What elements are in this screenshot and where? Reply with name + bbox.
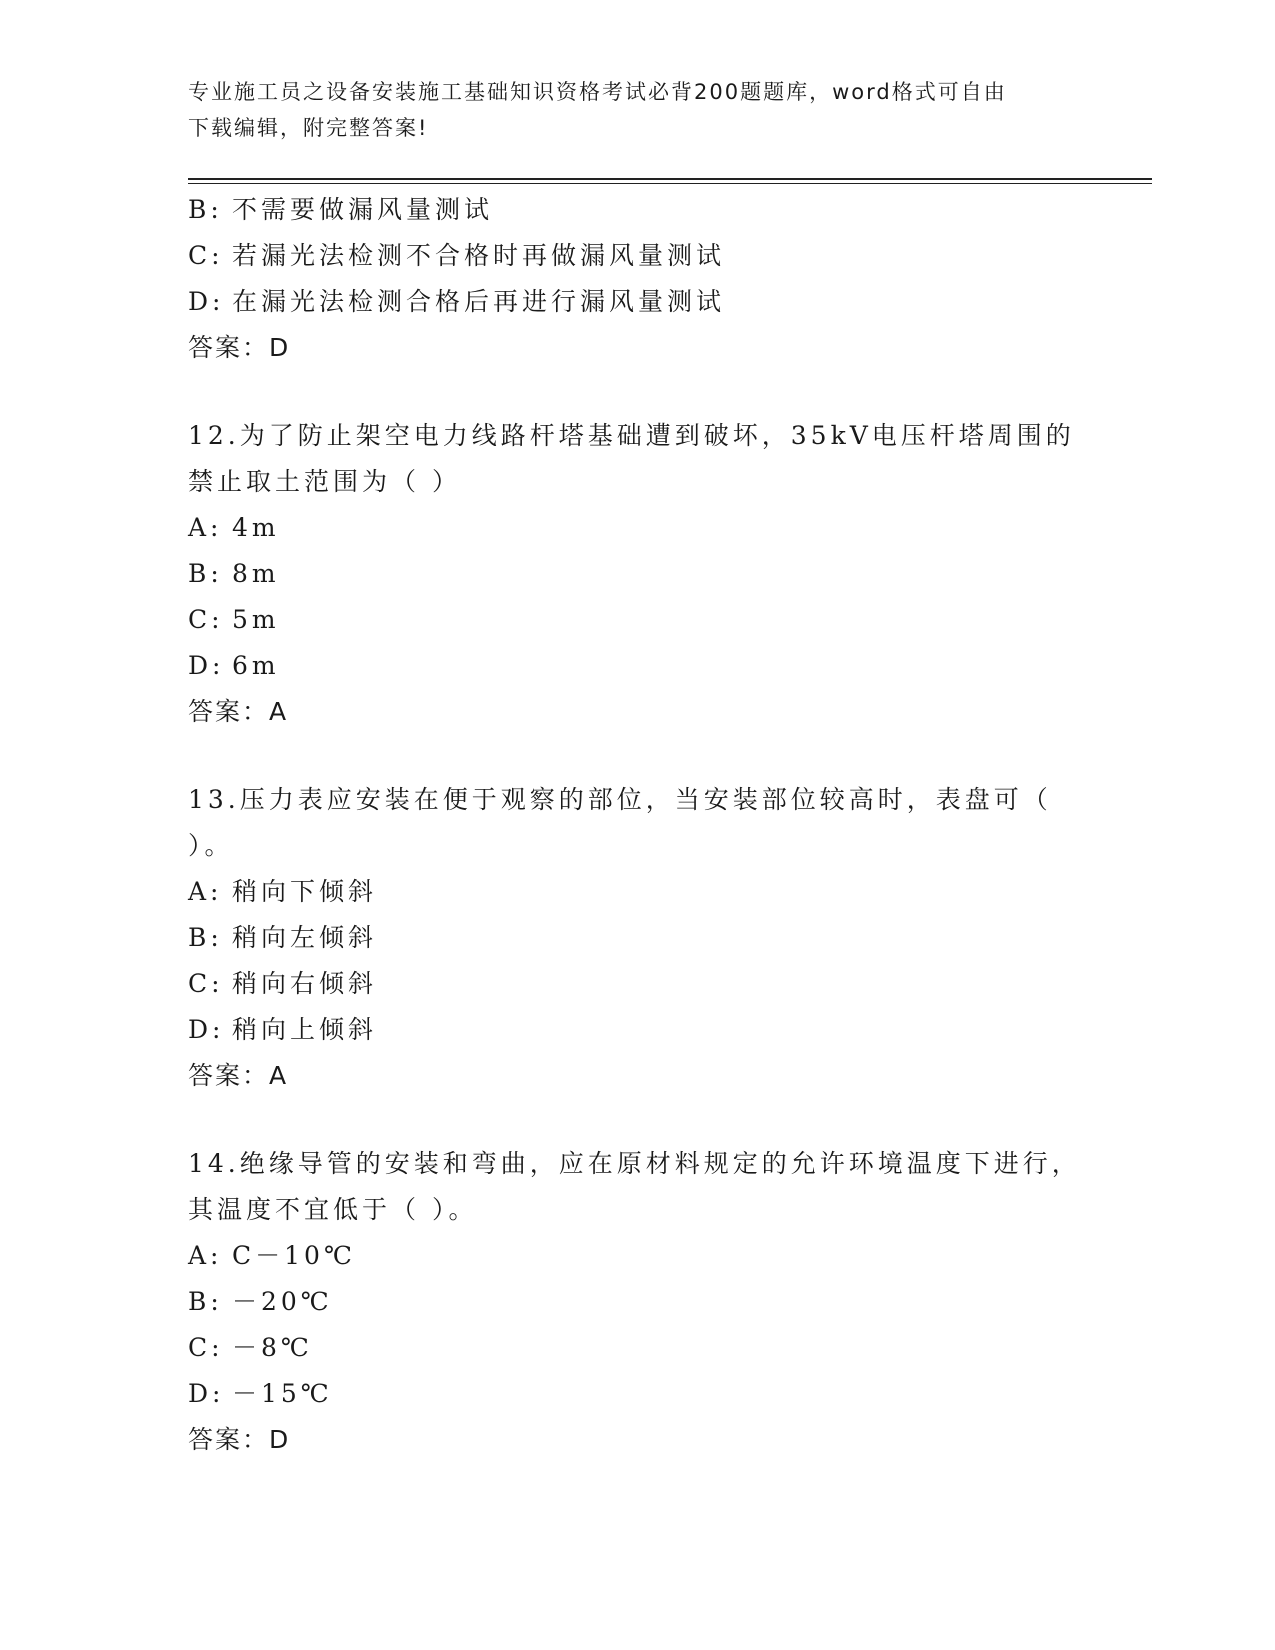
option-letter: D:: [188, 651, 225, 680]
option-letter: D:: [188, 1015, 225, 1044]
question-list: [188, 187, 1088, 1463]
option-text: 4m: [232, 513, 280, 542]
header-line-1: 专业施工员之设备安装施工基础知识资格考试必背200题题库，word格式可自由: [188, 80, 1007, 104]
option-c: [188, 961, 1088, 1007]
option-text: 稍向左倾斜: [232, 923, 378, 952]
option-letter: B:: [188, 559, 223, 588]
option-letter: D:: [188, 1379, 225, 1408]
option-c: [188, 1325, 1088, 1371]
option-c: [188, 233, 1088, 279]
option-b: [188, 915, 1088, 961]
spacer: [188, 1099, 1088, 1141]
option-b: [188, 187, 1088, 233]
option-b: [188, 551, 1088, 597]
option-text: 稍向右倾斜: [232, 969, 378, 998]
option-d: [188, 279, 1088, 325]
option-text: －20℃: [232, 1287, 333, 1316]
option-letter: C:: [188, 969, 224, 998]
question-11-tail: [188, 187, 1088, 371]
question-12: [188, 413, 1088, 735]
document-header: [188, 74, 1088, 146]
option-a: [188, 869, 1088, 915]
question-text: 14.绝缘导管的安装和弯曲，应在原材料规定的允许环境温度下进行，其温度不宜低于（ ）。: [188, 1149, 1081, 1224]
option-letter: C:: [188, 1333, 224, 1362]
option-text: 6m: [232, 651, 280, 680]
answer-line: 答案：A: [188, 1061, 289, 1090]
spacer: [188, 735, 1088, 777]
option-d: [188, 1007, 1088, 1053]
option-a: [188, 1233, 1088, 1279]
option-text: 5m: [232, 605, 280, 634]
option-text: －15℃: [232, 1379, 333, 1408]
option-letter: B:: [188, 923, 223, 952]
option-text: 不需要做漏风量测试: [232, 195, 494, 224]
option-text: C－10℃: [232, 1241, 356, 1270]
option-letter: A:: [188, 877, 223, 906]
question-text: 12.为了防止架空电力线路杆塔基础遭到破坏，35kV电压杆塔周围的禁止取土范围为（ ）: [188, 421, 1075, 496]
option-text: 8m: [232, 559, 280, 588]
option-d: [188, 1371, 1088, 1417]
question-13: [188, 777, 1088, 1099]
question-text: 13.压力表应安装在便于观察的部位，当安装部位较高时，表盘可（ ）。: [188, 785, 1052, 860]
option-letter: C:: [188, 605, 224, 634]
option-letter: A:: [188, 1241, 223, 1270]
option-b: [188, 1279, 1088, 1325]
option-text: －8℃: [232, 1333, 313, 1362]
option-d: [188, 643, 1088, 689]
option-c: [188, 597, 1088, 643]
option-text: 在漏光法检测合格后再进行漏风量测试: [232, 287, 726, 316]
option-letter: C:: [188, 241, 224, 270]
question-14: [188, 1141, 1088, 1463]
option-text: 稍向下倾斜: [232, 877, 378, 906]
header-divider-thin: [188, 183, 1152, 184]
answer-line: 答案：D: [188, 1425, 291, 1454]
option-a: [188, 505, 1088, 551]
answer-line: 答案：D: [188, 333, 291, 362]
header-line-2: 下载编辑，附完整答案!: [188, 116, 429, 140]
option-letter: A:: [188, 513, 223, 542]
spacer: [188, 371, 1088, 413]
answer-line: 答案：A: [188, 697, 289, 726]
header-divider-thick: [188, 178, 1152, 180]
option-text: 稍向上倾斜: [232, 1015, 378, 1044]
option-text: 若漏光法检测不合格时再做漏风量测试: [232, 241, 726, 270]
option-letter: B:: [188, 1287, 223, 1316]
option-letter: D:: [188, 287, 225, 316]
option-letter: B:: [188, 195, 223, 224]
